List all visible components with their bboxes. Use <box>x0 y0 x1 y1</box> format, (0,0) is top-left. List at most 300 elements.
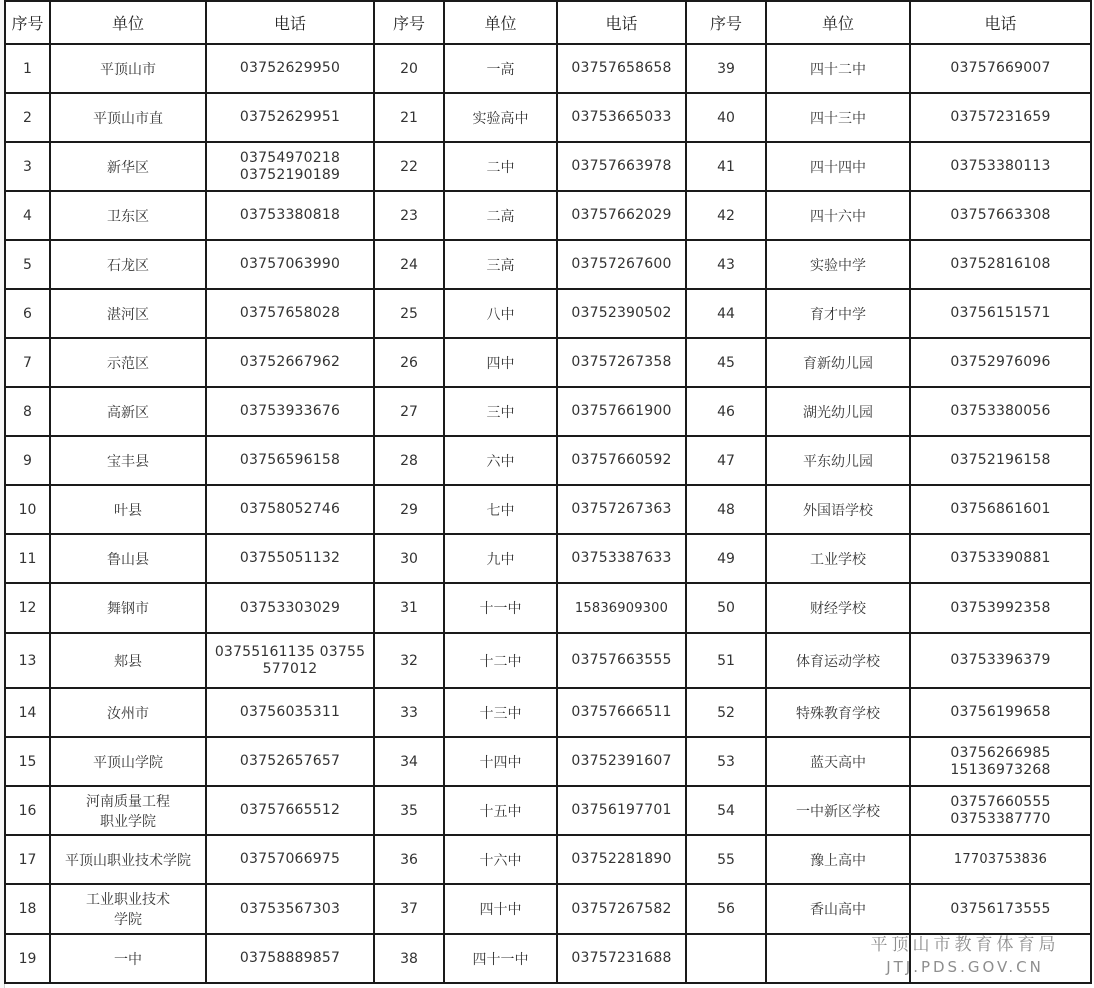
phone-number: 03755161135 03755 <box>214 643 366 660</box>
watermark-org-name: 平顶山市教育体育局 <box>870 935 1060 955</box>
cell-phone <box>206 93 374 142</box>
cell-unit <box>444 191 557 240</box>
phone-number: 03753567303 <box>239 900 341 917</box>
unit-name-line: 十六中 <box>479 852 522 869</box>
phone-number: 03753380056 <box>950 403 1051 419</box>
cell-serial-no: 37 <box>374 884 444 934</box>
cell-phone <box>910 835 1091 884</box>
unit-name-line: 一高 <box>486 61 515 78</box>
phone-number: 03757267600 <box>571 256 672 272</box>
cell-unit <box>444 835 557 884</box>
phone-number: 03756199658 <box>950 704 1051 720</box>
cell-phone <box>557 688 686 737</box>
cell-unit <box>50 583 206 633</box>
cell-phone <box>557 289 686 338</box>
unit-name-line: 二高 <box>486 208 515 225</box>
phone-number: 03752629950 <box>239 60 341 76</box>
phone-number: 03752391607 <box>571 753 672 769</box>
cell-phone <box>206 737 374 786</box>
cell-unit <box>766 688 910 737</box>
unit-name-line: 新华区 <box>107 159 149 176</box>
table-row <box>5 884 1091 934</box>
unit-name-line: 财经学校 <box>810 601 866 617</box>
unit-name-line: 蓝天高中 <box>810 754 866 771</box>
cell-phone <box>206 44 374 93</box>
cell-serial-no: 28 <box>374 436 444 485</box>
cell-serial-no: 16 <box>5 786 50 835</box>
cell-phone <box>910 436 1091 485</box>
unit-name-line: 豫上高中 <box>810 852 866 869</box>
cell-phone <box>557 142 686 191</box>
cell-serial-no: 45 <box>686 338 766 387</box>
cell-phone <box>206 436 374 485</box>
cell-serial-no: 4 <box>5 191 50 240</box>
cell-phone <box>206 688 374 737</box>
cell-phone <box>910 338 1091 387</box>
cell-serial-no: 40 <box>686 93 766 142</box>
table-row <box>5 786 1091 835</box>
cell-phone <box>206 786 374 835</box>
cell-phone <box>910 786 1091 835</box>
cell-unit <box>50 93 206 142</box>
cell-phone <box>910 142 1091 191</box>
cell-phone <box>557 485 686 534</box>
header-unit-2: 单位 <box>444 1 557 44</box>
cell-serial-no: 49 <box>686 534 766 583</box>
unit-name-line: 四十中 <box>479 902 522 918</box>
table-row <box>5 688 1091 737</box>
unit-name-line: 特殊教育学校 <box>796 705 880 722</box>
cell-serial-no: 12 <box>5 583 50 633</box>
phone-number: 03752976096 <box>950 354 1051 370</box>
cell-unit <box>444 688 557 737</box>
cell-phone <box>206 338 374 387</box>
header-no-2: 序号 <box>374 1 444 44</box>
unit-name-line: 平东幼儿园 <box>803 453 873 470</box>
cell-unit <box>50 534 206 583</box>
phone-number: 03753396379 <box>950 652 1051 668</box>
cell-serial-no <box>686 934 766 983</box>
cell-serial-no: 3 <box>5 142 50 191</box>
unit-name-line: 职业学院 <box>100 813 156 830</box>
phone-number: 03752816108 <box>950 256 1051 272</box>
unit-name-line: 香山高中 <box>810 902 866 918</box>
cell-phone <box>557 884 686 934</box>
cell-serial-no: 51 <box>686 633 766 688</box>
cell-serial-no: 22 <box>374 142 444 191</box>
unit-name-line: 四十六中 <box>810 208 866 225</box>
phone-number: 03756173555 <box>950 900 1051 917</box>
contact-phone-table <box>4 0 1092 984</box>
cell-phone <box>557 786 686 835</box>
header-row <box>5 1 1091 44</box>
cell-unit <box>444 44 557 93</box>
cell-serial-no: 1 <box>5 44 50 93</box>
cell-serial-no: 11 <box>5 534 50 583</box>
cell-serial-no: 19 <box>5 934 50 983</box>
cell-unit <box>50 142 206 191</box>
cell-unit <box>444 93 557 142</box>
table-row <box>5 534 1091 583</box>
cell-phone <box>910 934 1091 983</box>
header-unit-3: 单位 <box>766 1 910 44</box>
phone-number: 03753387770 <box>950 810 1051 827</box>
unit-name-line: 九中 <box>486 551 515 568</box>
cell-unit <box>50 884 206 934</box>
cell-unit <box>444 633 557 688</box>
unit-name-line: 实验中学 <box>810 257 866 274</box>
cell-phone <box>206 191 374 240</box>
phone-number: 03757063990 <box>239 256 341 272</box>
phone-number: 03757666511 <box>571 704 672 720</box>
cell-unit <box>444 884 557 934</box>
table-row <box>5 436 1091 485</box>
table-row <box>5 240 1091 289</box>
cell-unit <box>444 583 557 633</box>
cell-serial-no: 5 <box>5 240 50 289</box>
cell-serial-no: 35 <box>374 786 444 835</box>
unit-name-line: 十三中 <box>479 705 522 722</box>
cell-unit <box>766 835 910 884</box>
cell-serial-no: 38 <box>374 934 444 983</box>
cell-unit <box>766 737 910 786</box>
cell-phone <box>910 191 1091 240</box>
unit-name-line: 石龙区 <box>107 257 149 274</box>
cell-phone <box>557 737 686 786</box>
unit-name-line: 叶县 <box>114 502 142 519</box>
unit-name-line: 工业学校 <box>810 551 866 568</box>
cell-serial-no: 2 <box>5 93 50 142</box>
cell-serial-no: 17 <box>5 835 50 884</box>
phone-number: 03757658028 <box>239 305 341 321</box>
table-row <box>5 934 1091 983</box>
cell-serial-no: 25 <box>374 289 444 338</box>
table-body <box>5 44 1091 983</box>
cell-phone <box>206 387 374 436</box>
cell-unit <box>766 191 910 240</box>
table-row <box>5 289 1091 338</box>
cell-serial-no: 15 <box>5 737 50 786</box>
header-no-1: 序号 <box>5 1 50 44</box>
unit-name-line: 四中 <box>486 355 515 372</box>
cell-phone <box>557 338 686 387</box>
cell-serial-no: 9 <box>5 436 50 485</box>
cell-phone <box>206 934 374 983</box>
unit-name-line: 七中 <box>486 502 515 519</box>
unit-name-line: 平顶山学院 <box>93 754 163 771</box>
phone-number: 577012 <box>262 660 318 677</box>
cell-unit <box>766 338 910 387</box>
unit-name-line: 实验高中 <box>472 110 529 127</box>
unit-name-line: 一中 <box>114 951 142 968</box>
cell-unit <box>444 534 557 583</box>
cell-serial-no: 47 <box>686 436 766 485</box>
cell-serial-no: 39 <box>686 44 766 93</box>
unit-name-line: 学院 <box>114 912 142 928</box>
phone-number: 03757267363 <box>571 501 672 517</box>
watermark-domain: JTJ.PDS.GOV.CN <box>886 958 1044 976</box>
cell-unit <box>766 436 910 485</box>
cell-unit <box>50 737 206 786</box>
table-row <box>5 142 1091 191</box>
cell-unit <box>766 142 910 191</box>
phone-number: 03753380818 <box>239 207 341 223</box>
phone-number: 03757660555 <box>950 793 1051 810</box>
cell-serial-no: 18 <box>5 884 50 934</box>
cell-serial-no: 20 <box>374 44 444 93</box>
cell-phone <box>557 436 686 485</box>
cell-serial-no: 42 <box>686 191 766 240</box>
header-unit-1: 单位 <box>50 1 206 44</box>
phone-number: 03757663978 <box>571 158 672 174</box>
cell-serial-no: 54 <box>686 786 766 835</box>
cell-serial-no: 6 <box>5 289 50 338</box>
cell-phone <box>557 934 686 983</box>
phone-number: 03753303029 <box>239 599 341 616</box>
phone-number: 03753387633 <box>571 550 672 566</box>
cell-phone <box>910 633 1091 688</box>
cell-serial-no: 53 <box>686 737 766 786</box>
cell-unit <box>766 44 910 93</box>
phone-number: 03757660592 <box>571 452 672 468</box>
unit-name-line: 十一中 <box>479 601 522 617</box>
unit-name-line: 六中 <box>486 453 515 470</box>
phone-number: 17703753836 <box>953 852 1048 867</box>
cell-phone <box>206 534 374 583</box>
phone-number: 03753933676 <box>239 403 341 419</box>
cell-phone <box>910 387 1091 436</box>
cell-serial-no: 46 <box>686 387 766 436</box>
unit-name-line: 十四中 <box>479 754 522 771</box>
phone-number: 03752190189 <box>239 166 341 183</box>
cell-phone <box>557 93 686 142</box>
cell-serial-no: 29 <box>374 485 444 534</box>
cell-phone <box>557 240 686 289</box>
cell-unit <box>444 142 557 191</box>
unit-name-line: 鲁山县 <box>107 551 149 568</box>
unit-name-line: 卫东区 <box>107 208 149 225</box>
cell-phone <box>206 142 374 191</box>
phone-number: 03757662029 <box>571 207 672 223</box>
cell-serial-no: 55 <box>686 835 766 884</box>
unit-name-line: 湖光幼儿园 <box>803 404 873 421</box>
unit-name-line: 舞钢市 <box>107 601 149 617</box>
phone-number: 03757663555 <box>571 652 672 668</box>
phone-number: 03753380113 <box>950 158 1051 174</box>
cell-phone <box>206 485 374 534</box>
cell-unit <box>766 786 910 835</box>
cell-phone <box>557 191 686 240</box>
unit-name-line: 河南质量工程 <box>86 793 170 810</box>
cell-phone <box>206 583 374 633</box>
cell-phone <box>910 884 1091 934</box>
header-no-3: 序号 <box>686 1 766 44</box>
cell-phone <box>557 387 686 436</box>
cell-serial-no: 50 <box>686 583 766 633</box>
cell-serial-no: 7 <box>5 338 50 387</box>
cell-unit <box>766 934 910 983</box>
cell-unit <box>766 289 910 338</box>
cell-phone <box>910 93 1091 142</box>
table-row <box>5 835 1091 884</box>
cell-serial-no: 13 <box>5 633 50 688</box>
cell-unit <box>50 835 206 884</box>
cell-unit <box>766 93 910 142</box>
cell-phone <box>557 534 686 583</box>
unit-name-line: 四十二中 <box>810 61 866 78</box>
unit-name-line: 三高 <box>486 257 515 274</box>
cell-phone <box>910 44 1091 93</box>
phone-number: 03757267582 <box>571 900 672 917</box>
phone-number: 03752657657 <box>239 753 341 769</box>
cell-serial-no: 14 <box>5 688 50 737</box>
phone-number: 03756861601 <box>950 501 1051 517</box>
phone-number: 03752667962 <box>239 354 341 370</box>
unit-name-line: 十五中 <box>479 803 522 820</box>
phone-number: 03753390881 <box>950 550 1051 566</box>
cell-unit <box>444 934 557 983</box>
unit-name-line: 郏县 <box>114 653 142 670</box>
cell-unit <box>444 436 557 485</box>
phone-number: 03757665512 <box>239 802 341 818</box>
phone-number: 03756035311 <box>239 704 341 720</box>
cell-serial-no: 30 <box>374 534 444 583</box>
cell-unit <box>50 688 206 737</box>
cell-unit <box>766 240 910 289</box>
cell-serial-no: 33 <box>374 688 444 737</box>
cell-unit <box>50 485 206 534</box>
phone-number: 15836909300 <box>574 600 669 616</box>
cell-unit <box>444 289 557 338</box>
cell-unit <box>50 44 206 93</box>
table-row <box>5 485 1091 534</box>
cell-serial-no: 44 <box>686 289 766 338</box>
unit-name-line: 平顶山职业技术学院 <box>65 852 191 869</box>
cell-unit <box>444 387 557 436</box>
cell-unit <box>444 338 557 387</box>
cell-phone <box>557 583 686 633</box>
cell-unit <box>766 633 910 688</box>
cell-phone <box>557 835 686 884</box>
phone-number: 03757669007 <box>950 60 1051 76</box>
phone-number: 03757663308 <box>950 207 1051 223</box>
cell-unit <box>766 583 910 633</box>
unit-name-line: 汝州市 <box>107 705 149 722</box>
header-phone-1: 电话 <box>206 1 374 44</box>
phone-number: 03756596158 <box>239 452 341 468</box>
phone-number: 15136973268 <box>950 761 1051 778</box>
cell-phone <box>910 240 1091 289</box>
cell-phone <box>206 289 374 338</box>
phone-number: 03755051132 <box>239 550 341 566</box>
table-row <box>5 44 1091 93</box>
table-row <box>5 633 1091 688</box>
unit-name-line: 一中新区学校 <box>796 803 880 820</box>
phone-number: 03752281890 <box>571 851 672 867</box>
cell-unit <box>444 737 557 786</box>
table-row <box>5 191 1091 240</box>
phone-number: 03757231688 <box>571 950 672 966</box>
unit-name-line: 四十一中 <box>472 951 529 968</box>
table-row <box>5 583 1091 633</box>
phone-number: 03752629951 <box>239 109 341 125</box>
cell-unit <box>50 191 206 240</box>
cell-phone <box>557 44 686 93</box>
cell-unit <box>766 534 910 583</box>
phone-number: 03758052746 <box>239 501 341 517</box>
unit-name-line: 八中 <box>486 306 515 323</box>
unit-name-line: 十二中 <box>479 653 522 670</box>
cell-serial-no: 34 <box>374 737 444 786</box>
cell-serial-no: 24 <box>374 240 444 289</box>
unit-name-line: 四十三中 <box>810 110 866 127</box>
phone-number: 03753665033 <box>571 109 672 125</box>
cell-unit <box>50 338 206 387</box>
header-phone-2: 电话 <box>557 1 686 44</box>
cell-serial-no: 56 <box>686 884 766 934</box>
cell-serial-no: 23 <box>374 191 444 240</box>
cell-unit <box>50 436 206 485</box>
phone-number: 03756197701 <box>571 802 672 818</box>
table-row <box>5 338 1091 387</box>
cell-phone <box>910 583 1091 633</box>
cell-serial-no: 8 <box>5 387 50 436</box>
unit-name-line: 外国语学校 <box>803 502 873 519</box>
unit-name-line: 宝丰县 <box>107 453 149 470</box>
unit-name-line: 平顶山市 <box>100 61 156 78</box>
cell-unit <box>50 387 206 436</box>
phone-number: 03758889857 <box>239 950 341 966</box>
unit-name-line: 育新幼儿园 <box>803 355 873 372</box>
cell-phone <box>206 633 374 688</box>
phone-number: 03754970218 <box>239 149 341 166</box>
cell-phone <box>206 240 374 289</box>
cell-serial-no: 36 <box>374 835 444 884</box>
cell-phone <box>910 688 1091 737</box>
cell-phone <box>206 884 374 934</box>
unit-name-line: 三中 <box>486 404 515 421</box>
cell-unit <box>444 786 557 835</box>
unit-name-line: 平顶山市直 <box>93 110 163 127</box>
phone-number: 03752390502 <box>571 305 672 321</box>
cell-serial-no: 27 <box>374 387 444 436</box>
unit-name-line: 二中 <box>486 159 515 176</box>
cell-unit <box>444 485 557 534</box>
unit-name-line: 体育运动学校 <box>796 653 880 670</box>
cell-unit <box>766 485 910 534</box>
phone-number: 03757231659 <box>950 109 1051 125</box>
cell-phone <box>910 534 1091 583</box>
unit-name-line: 示范区 <box>107 355 149 372</box>
cell-unit <box>50 934 206 983</box>
cell-serial-no: 43 <box>686 240 766 289</box>
phone-number: 03752196158 <box>950 452 1051 468</box>
header-phone-3: 电话 <box>910 1 1091 44</box>
cell-unit <box>50 786 206 835</box>
cell-serial-no: 32 <box>374 633 444 688</box>
cell-serial-no: 31 <box>374 583 444 633</box>
cell-serial-no: 48 <box>686 485 766 534</box>
cell-serial-no: 41 <box>686 142 766 191</box>
cell-unit <box>50 633 206 688</box>
phone-number: 03753992358 <box>950 599 1051 616</box>
cell-serial-no: 21 <box>374 93 444 142</box>
unit-name-line: 湛河区 <box>107 306 149 323</box>
unit-name-line: 高新区 <box>107 404 149 421</box>
cell-serial-no: 52 <box>686 688 766 737</box>
cell-unit <box>766 387 910 436</box>
cell-serial-no: 26 <box>374 338 444 387</box>
